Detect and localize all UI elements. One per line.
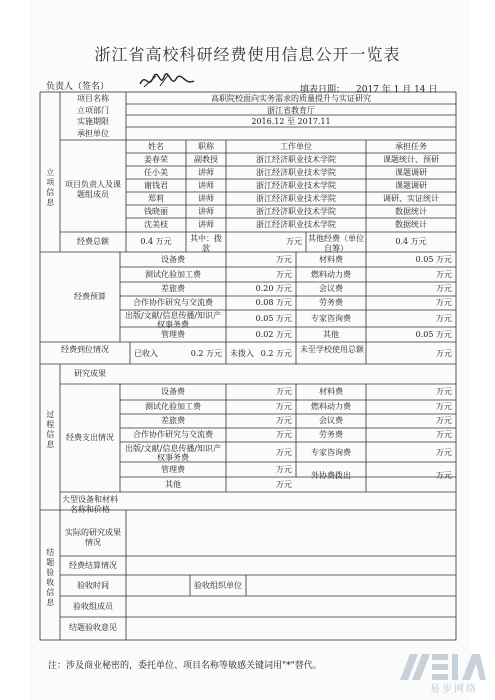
budget-item-label: 差旅费 <box>161 284 185 293</box>
progress-item-value: 万元 <box>436 402 452 411</box>
budget-item-label: 燃料动力费 <box>311 270 351 279</box>
budget-total-label: 经费总额 <box>77 237 109 246</box>
budget-local-label: 其中：拨款 <box>190 234 222 253</box>
page-title: 浙江省高校科研经费使用信息公开一览表 <box>94 45 401 64</box>
progress-item-label: 设备费 <box>161 387 185 396</box>
member-unit: 浙江经济职业技术学院 <box>256 155 336 164</box>
progress-item-label: 专家咨询费 <box>311 448 351 457</box>
budget-item-label: 设备费 <box>161 255 185 264</box>
budget-item-value: 万元 <box>276 255 292 264</box>
budget-item-label: 其他 <box>323 330 339 339</box>
budget-item-label: 专家咨询费 <box>311 314 351 323</box>
progress-item-label: 出版/文献/信息传播/知识产权事务费 <box>124 444 222 463</box>
member-title: 讲师 <box>198 220 214 229</box>
budget-item-label: 会议费 <box>319 284 343 293</box>
member-name: 姜春荣 <box>144 155 168 164</box>
fill-date: 2017 年 1 月 14 日 <box>356 85 438 95</box>
progress-side-label: 过程信息 <box>45 410 55 450</box>
budget-item-label: 合作协作研究与交流费 <box>133 298 213 307</box>
budget-item-label: 管理费 <box>161 330 185 339</box>
progress-item-label: 材料费 <box>319 387 343 396</box>
member-name: 郑莉 <box>148 194 164 203</box>
member-name: 钱晓丽 <box>144 207 168 216</box>
members-header-unit: 工作单位 <box>280 142 312 151</box>
members-header-task: 承担任务 <box>395 142 427 151</box>
conclusion-row-label: 结题验收意见 <box>69 623 117 632</box>
project-unit-label: 承担单位 <box>77 129 109 138</box>
progress-item-value: 万元 <box>276 402 292 411</box>
progress-item-value: 万元 <box>276 387 292 396</box>
budget-item-value: 0.05 万元 <box>255 314 292 323</box>
budget-item-label: 出版/文献/信息传播/知识产权事务费 <box>124 311 222 330</box>
members-header-name: 姓名 <box>148 142 164 151</box>
fill-date-label: 填表日期： <box>300 85 346 95</box>
budget-total: 0.4 万元 <box>140 237 172 246</box>
budget-item-value: 万元 <box>436 314 452 323</box>
budget-item-label: 劳务费 <box>319 298 343 307</box>
members-label: 项目负责人及课题组成员 <box>65 180 121 200</box>
equipment-label: 大型设备和材料名称和价格 <box>62 495 118 514</box>
member-title: 讲师 <box>198 207 214 216</box>
member-unit: 浙江经济职业技术学院 <box>256 220 336 229</box>
budget-item-value: 0.05 万元 <box>415 255 452 264</box>
budget-item-value: 万元 <box>436 284 452 293</box>
progress-item-value: 万元 <box>436 471 452 480</box>
progress-main-label: 研究成果 <box>74 369 106 378</box>
project-period-label: 实施期限 <box>77 117 109 126</box>
arrival-external: 万元 <box>436 349 452 358</box>
arrival-received-label: 已收入 <box>134 349 158 358</box>
conclusion-org-label: 验收组织单位 <box>194 581 242 590</box>
progress-item-label: 差旅费 <box>161 416 185 425</box>
member-name: 沈美枝 <box>144 220 168 229</box>
progress-item-label: 外协费拨出 <box>311 471 351 480</box>
progress-item-label: 会议费 <box>319 416 343 425</box>
conclusion-row-label: 验收时间 <box>77 581 109 590</box>
member-task: 课题统计、预研 <box>383 155 439 164</box>
arrival-received: 0.2 万元 <box>190 349 222 358</box>
project-name: 高职院校面向实务需求的质量提升与实证研究 <box>211 94 371 103</box>
member-title: 讲师 <box>198 168 214 177</box>
budget-section-label: 经费预算 <box>74 292 106 301</box>
conclusion-row-label: 验收组成员 <box>73 602 113 611</box>
budget-item-value: 0.05 万元 <box>415 330 452 339</box>
member-unit: 浙江经济职业技术学院 <box>256 168 336 177</box>
progress-item-label: 其他 <box>165 480 181 489</box>
project-source: 浙江省教育厅 <box>267 106 315 115</box>
progress-item-label: 合作协作研究与交流费 <box>133 430 213 439</box>
budget-item-value: 0.08 万元 <box>255 298 292 307</box>
progress-item-value: 万元 <box>276 465 292 474</box>
footnote: 注：涉及商业秘密的，委托单位、项目名称等敏感关键词用"*"替代。 <box>48 661 322 671</box>
member-task: 课题调研 <box>395 181 427 190</box>
budget-local: 万元 <box>286 237 302 246</box>
member-name: 任小美 <box>144 168 168 177</box>
project-source-label: 立项部门 <box>77 106 109 115</box>
progress-item-value: 万元 <box>436 387 452 396</box>
progress-item-label: 管理费 <box>161 465 185 474</box>
progress-item-value: 万元 <box>436 416 452 425</box>
arrival-label: 经费到位情况 <box>61 345 109 354</box>
budget-self-label: 其他经费（单位自筹） <box>308 234 364 253</box>
conclusion-row-label: 实际的研究成果情况 <box>65 528 121 547</box>
progress-item-value: 万元 <box>276 430 292 439</box>
budget-item-value: 0.20 万元 <box>255 284 292 293</box>
project-name-label: 项目名称 <box>77 94 109 103</box>
member-name: 谢钱君 <box>144 181 168 190</box>
progress-item-label: 劳务费 <box>319 430 343 439</box>
budget-item-value: 万元 <box>436 270 452 279</box>
progress-item-value: 万元 <box>436 448 452 457</box>
member-task: 数据统计 <box>395 220 427 229</box>
budget-item-value: 0.02 万元 <box>255 330 292 339</box>
members-header-title: 职称 <box>198 142 214 151</box>
responsible-label: 负责人（签名） <box>46 82 110 92</box>
progress-item-label: 燃料动力费 <box>311 402 351 411</box>
progress-spend-label: 经费支出情况 <box>66 433 114 442</box>
member-task: 课题调研 <box>395 168 427 177</box>
budget-self: 0.4 万元 <box>395 237 427 246</box>
progress-item-value: 万元 <box>276 480 292 489</box>
progress-item-value: 万元 <box>276 448 292 457</box>
arrival-pending-label: 未拨入 <box>230 349 254 358</box>
member-unit: 浙江经济职业技术学院 <box>256 194 336 203</box>
budget-item-label: 材料费 <box>319 255 343 264</box>
conclusion-side-label: 结题验收信息 <box>45 548 55 608</box>
budget-item-value: 万元 <box>276 270 292 279</box>
member-unit: 浙江经济职业技术学院 <box>256 181 336 190</box>
member-title: 副教授 <box>194 155 218 164</box>
watermark-text: 易步网络 <box>430 684 478 695</box>
member-title: 讲师 <box>198 181 214 190</box>
conclusion-row-label: 经费结算情况 <box>69 561 117 570</box>
budget-item-value: 万元 <box>436 298 452 307</box>
member-unit: 浙江经济职业技术学院 <box>256 207 336 216</box>
arrival-pending: 0.2 万元 <box>260 349 292 358</box>
budget-item-label: 测试化验加工费 <box>145 270 201 279</box>
project-info-side-label: 立项信息 <box>45 168 55 208</box>
progress-item-value: 万元 <box>436 430 452 439</box>
member-title: 讲师 <box>198 194 214 203</box>
progress-item-label: 测试化验加工费 <box>145 402 201 411</box>
project-period: 2016.12 至 2017.11 <box>251 117 331 126</box>
member-task: 调研、实证统计 <box>383 194 439 203</box>
progress-item-value: 万元 <box>276 416 292 425</box>
arrival-external-label: 未至学校使用总额 <box>300 345 364 354</box>
member-task: 数据统计 <box>395 207 427 216</box>
